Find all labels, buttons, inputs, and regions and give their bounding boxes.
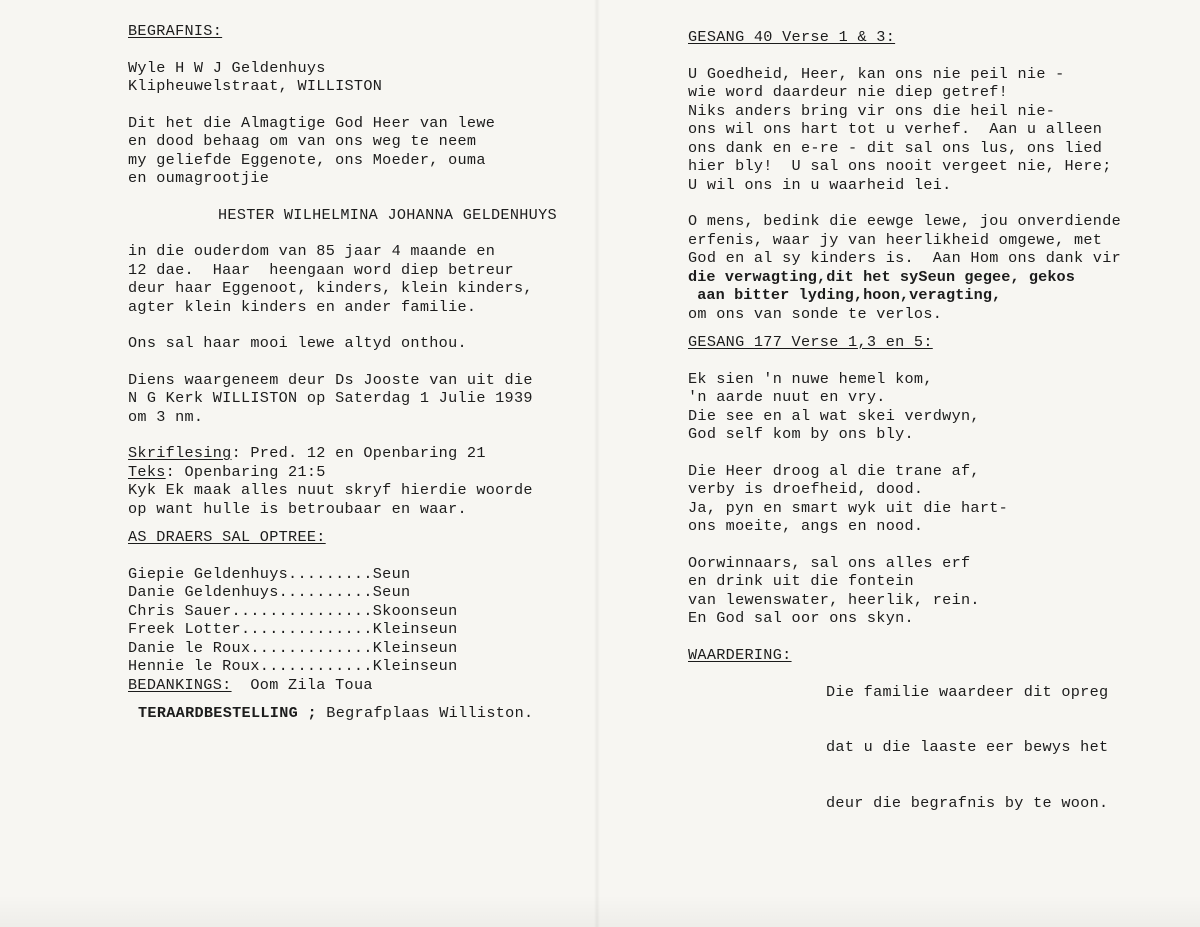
announcement-line: my geliefde Eggenote, ons Moeder, ouma [128, 150, 486, 169]
appreciation-text [826, 646, 1108, 850]
quote-line: op want hulle is betroubaar en waar. [128, 499, 467, 518]
full-name: HESTER WILHELMINA JOHANNA GELDENHUYS [218, 205, 557, 224]
bearer-row [128, 620, 598, 639]
bearers-list [128, 565, 598, 676]
bearer-role: Seun [372, 583, 411, 601]
scripture-label: Skriflesing [128, 444, 232, 462]
hymn-line: om ons van sonde te verlos. [688, 304, 943, 323]
hymn2-heading: GESANG 177 Verse 1,3 en 5: [688, 333, 933, 351]
hymn-line: Oorwinnaars, sal ons alles erf [688, 553, 971, 572]
text-value: : Openbaring 21:5 [165, 462, 326, 481]
hymn-line: verby is droefheid, dood. [688, 480, 924, 498]
appreciation-line: dat u die laaste eer bewys het [826, 738, 1109, 756]
hymn-line: Die see en al wat skei verdwyn, [688, 406, 980, 425]
hymn2-verse2 [688, 462, 1198, 536]
bearer-role: Kleinseun [372, 657, 458, 675]
bearer-role: Kleinseun [372, 638, 458, 657]
scripture-value: : Pred. 12 en Openbaring 21 [231, 444, 486, 462]
burial-label: TERAARDBESTELLING ; [138, 704, 317, 722]
bearer-row [128, 583, 598, 602]
bearer-name: Chris Sauer............... [128, 601, 373, 620]
hymn-line: U Goedheid, Heer, kan ons nie peil nie - [688, 64, 1065, 83]
quote-line: Kyk Ek maak alles nuut skryf hierdie woorde [128, 481, 533, 499]
service-line: om 3 nm. [128, 407, 204, 426]
hymn-line: En God sal oor ons skyn. [688, 609, 914, 627]
hymn-line: Die Heer droog al die trane af, [688, 461, 980, 480]
announcement-line: en oumagrootjie [128, 169, 270, 187]
bearer-name: Giepie Geldenhuys......... [128, 564, 373, 583]
scripture-line [128, 444, 598, 463]
hymn-line: van lewenswater, heerlik, rein. [688, 590, 980, 609]
age-line: in die ouderdom van 85 jaar 4 maande en [128, 242, 496, 260]
service-block [128, 371, 598, 427]
age-line: deur haar Eggenoot, kinders, klein kinders, [128, 279, 533, 297]
hymn2-verse1 [688, 370, 1198, 444]
appreciation-label: WAARDERING: [688, 645, 792, 664]
age-block [128, 242, 598, 316]
hymn-line: U wil ons in u waarheid lei. [688, 175, 952, 194]
bearer-role: Seun [372, 564, 411, 583]
hymn-line: hier bly! U sal ons nooit vergeet nie, Here; [688, 157, 1112, 175]
thanks-value: Oom Zila Toua [231, 675, 373, 694]
hymn-line: ons wil ons hart tot u verhef. Aan u alleen [688, 120, 1103, 138]
text-line [128, 463, 598, 482]
hymn-line: ons dank en e-re - dit sal ons lus, ons lied [688, 138, 1103, 157]
hymn-line: 'n aarde nuut en vry. [688, 388, 886, 406]
appreciation-line: Die familie waardeer dit opreg [826, 682, 1109, 701]
bearer-name: Danie Geldenhuys.......... [128, 583, 373, 601]
announcement-line: Dit het die Almagtige God Heer van lewe [128, 113, 496, 132]
hymn1-verse2 [688, 212, 1198, 323]
remember-line: Ons sal haar mooi lewe altyd onthou. [128, 334, 467, 352]
service-line: N G Kerk WILLISTON op Saterdag 1 Julie 1939 [128, 389, 533, 407]
hymn-line: erfenis, waar jy van heerlikheid omgewe, met [688, 230, 1103, 249]
bearer-name: Freek Lotter.............. [128, 620, 373, 638]
announcement-line: en dood behaag om van ons weg te neem [128, 132, 477, 150]
appreciation-line: deur die begrafnis by te woon. [826, 793, 1109, 812]
bearer-name: Danie le Roux............. [128, 638, 373, 657]
bearers-heading: AS DRAERS SAL OPTREE: [128, 528, 326, 546]
bearer-row [128, 565, 598, 584]
hymn-line-overtyped: aan bitter lyding,hoon,veragting, [688, 286, 1002, 304]
service-line: Diens waargeneem deur Ds Jooste van uit die [128, 370, 533, 389]
hymn-line: Ja, pyn en smart wyk uit die hart- [688, 498, 1009, 517]
hymn-line: ons moeite, angs en nood. [688, 517, 924, 535]
hymn1-heading: GESANG 40 Verse 1 & 3: [688, 28, 896, 46]
burial-line [128, 704, 598, 723]
hymn-line: wie word daardeur nie diep getref! [688, 83, 1009, 101]
hymn1-verse1 [688, 65, 1198, 195]
hymn-line: God en al sy kinders is. Aan Hom ons dank vir [688, 249, 1122, 267]
burial-value: Begrafplaas Williston. [316, 704, 534, 722]
deceased-line: Wyle H W J Geldenhuys [128, 58, 326, 77]
bearer-row [128, 602, 598, 621]
address-line: Klipheuwelstraat, WILLISTON [128, 77, 383, 95]
age-line: 12 dae. Haar heengaan word diep betreur [128, 260, 514, 279]
bearer-role: Kleinseun [372, 620, 458, 638]
right-column [688, 28, 1198, 849]
hymn-line: en drink uit die fontein [688, 572, 914, 590]
hymn-line: Niks anders bring vir ons die heil nie- [688, 101, 1056, 120]
text-label: Teks [128, 462, 166, 481]
bearer-row [128, 639, 598, 658]
funeral-heading: BEGRAFNIS: [128, 22, 223, 40]
scan-shadow [0, 895, 1200, 927]
age-line: agter klein kinders en ander familie. [128, 297, 477, 316]
hymn-line: Ek sien 'n nuwe hemel kom, [688, 369, 933, 388]
appreciation-block [688, 646, 1198, 850]
hymn-line: O mens, bedink die eewge lewe, jou onverdiende [688, 212, 1122, 230]
announcement-block [128, 114, 598, 188]
thanks-label: BEDANKINGS: [128, 675, 232, 694]
hymn-line: God self kom by ons bly. [688, 425, 914, 443]
hymn2-verse3 [688, 554, 1198, 628]
thanks-line [128, 676, 598, 695]
left-column [128, 22, 598, 723]
hymn-line-overtyped: die verwagting,dit het sySeun gegee, gekos [688, 267, 1075, 286]
bearer-row [128, 657, 598, 676]
bearer-name: Hennie le Roux............ [128, 657, 373, 675]
bearer-role: Skoonseun [372, 601, 458, 620]
